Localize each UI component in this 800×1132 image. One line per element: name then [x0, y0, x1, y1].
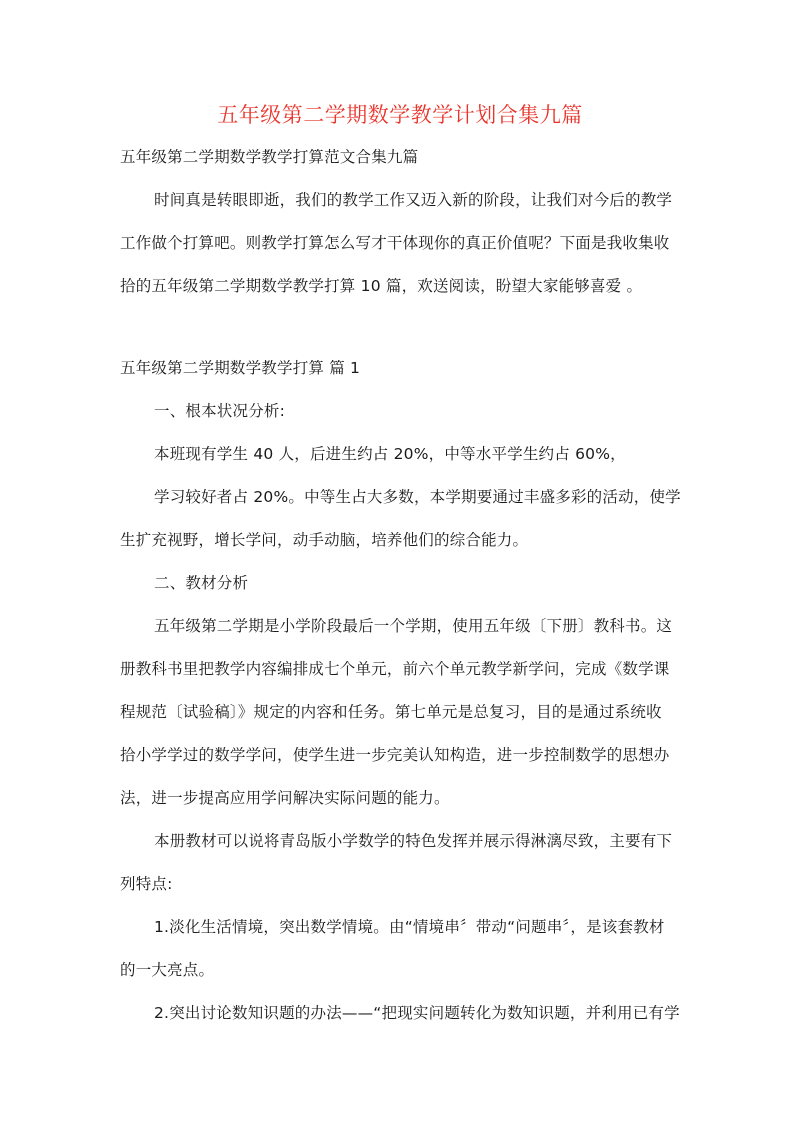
- part1-line-3: 生扩充视野，增长学问，动手动脑，培养他们的综合能力。: [120, 531, 529, 549]
- part1-heading: 一、根本状况分析:: [154, 402, 286, 420]
- document-title: 五年级第二学期数学教学计划合集九篇: [217, 103, 583, 127]
- part1-line-2: 学习较好者占 20%。中等生占大多数，本学期要通过丰盛多彩的活动，使学: [154, 488, 681, 506]
- intro-line-1: 时间真是转眼即逝，我们的教学工作又迈入新的阶段，让我们对今后的教学: [154, 191, 673, 209]
- document-subtitle: 五年级第二学期数学教学打算范文合集九篇: [120, 148, 419, 166]
- part1-line-1: 本班现有学生 40 人，后进生约占 20%，中等水平学生约占 60%，: [154, 445, 626, 463]
- section-heading: 五年级第二学期数学教学打算 篇 1: [120, 359, 361, 377]
- point1-line-1: 1.淡化生活情境，突出数学情境。由“情境串〞带动“问题串〞，是该套教材: [154, 918, 665, 936]
- point1-line-2: 的一大亮点。: [120, 961, 215, 979]
- part2-para2-line-2: 列特点:: [120, 875, 173, 893]
- part2-heading: 二、教材分析: [154, 574, 249, 592]
- intro-line-2: 工作做个打算吧。则教学打算怎么写才干体现你的真正价值呢？下面是我收集收: [120, 234, 670, 252]
- part2-para1-line-1: 五年级第二学期是小学阶段最后一个学期，使用五年级〔下册〕教科书。这: [154, 617, 673, 635]
- part2-para1-line-3: 程规范〔试验稿〕》规定的内容和任务。第七单元是总复习，目的是通过系统收: [120, 703, 662, 721]
- point2-line-1: 2.突出讨论数知识题的办法——“把现实问题转化为数知识题，并利用已有学: [154, 1004, 680, 1022]
- part2-para1-line-4: 拾小学学过的数学学问，使学生进一步完美认知构造，进一步控制数学的思想办: [120, 746, 670, 764]
- intro-line-3: 拾的五年级第二学期数学教学打算 10 篇，欢送阅读，盼望大家能够喜爱 。: [120, 277, 643, 295]
- part2-para1-line-5: 法，进一步提高应用学问解决实际问题的能力。: [120, 789, 450, 807]
- part2-para1-line-2: 册教科书里把教学内容编排成七个单元，前六个单元教学新学问，完成《数学课: [120, 660, 670, 678]
- part2-para2-line-1: 本册教材可以说将青岛版小学数学的特色发挥并展示得淋漓尽致，主要有下: [154, 832, 673, 850]
